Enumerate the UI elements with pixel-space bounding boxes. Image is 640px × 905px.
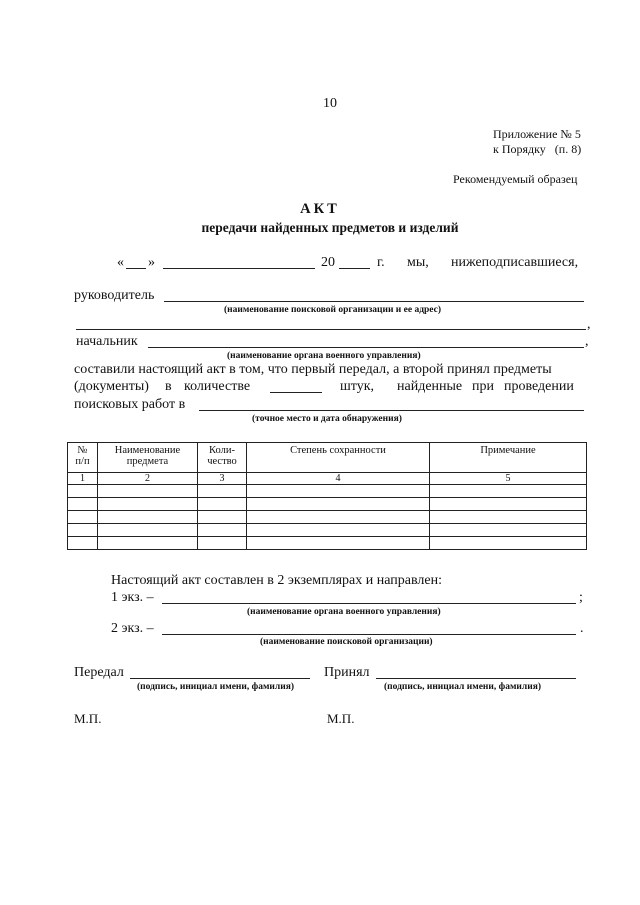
copy-1-end: ; <box>579 590 583 605</box>
chief-caption: (наименование органа военного управления) <box>227 351 421 361</box>
head-caption: (наименование поисковой организации и ее адрес) <box>224 305 442 315</box>
head-label: руководитель <box>74 288 155 303</box>
col-number-1: 1 <box>68 473 98 485</box>
col-number-2: 2 <box>98 473 198 485</box>
day-blank[interactable] <box>126 268 146 269</box>
appendix-order: к Порядку <box>493 142 546 156</box>
accepted-label: Принял <box>324 665 370 680</box>
sample-note: Рекомендуемый образец <box>453 172 578 186</box>
table-row[interactable] <box>68 485 587 498</box>
body-line-2a: (документы) <box>74 379 149 394</box>
year-suffix: г. <box>377 255 385 270</box>
head-comma: , <box>587 317 591 332</box>
accepted-signature-blank[interactable] <box>376 678 576 679</box>
copies-intro: Настоящий акт составлен в 2 экземплярах и направлен: <box>111 573 442 588</box>
col-header-number: № п/п <box>68 443 98 473</box>
col-number-4: 4 <box>247 473 430 485</box>
we-word: мы, <box>407 255 429 270</box>
table-row[interactable] <box>68 524 587 537</box>
copy-2-blank[interactable] <box>162 634 576 635</box>
col-header-condition: Степень сохранности <box>247 443 430 473</box>
appendix-line-1: Приложение № 5 <box>493 127 581 141</box>
table-header-row <box>68 443 587 473</box>
body-line-2g: проведении <box>504 379 574 394</box>
body-line-2b: в <box>165 379 172 394</box>
body-line-1: составили настоящий акт в том, что первый передал, а второй принял предметы <box>74 362 552 377</box>
col-header-name: Наименование предмета <box>98 443 198 473</box>
chief-label: начальник <box>76 334 138 349</box>
table-row[interactable] <box>68 511 587 524</box>
chief-blank[interactable] <box>148 347 584 348</box>
body-line-2e: найденные <box>397 379 463 394</box>
body-line-2c: количестве <box>184 379 251 394</box>
copy-2-label: 2 экз. – <box>111 621 154 636</box>
body-line-2f: при <box>472 379 494 394</box>
table-row[interactable] <box>68 498 587 511</box>
place-date-blank[interactable] <box>199 410 584 411</box>
handed-signature-blank[interactable] <box>130 678 310 679</box>
handed-caption: (подпись, инициал имени, фамилия) <box>137 682 294 692</box>
stamp-left: М.П. <box>74 711 102 726</box>
copy-1-caption: (наименование органа военного управления) <box>247 607 441 617</box>
quote-open: « <box>117 255 124 270</box>
copy-1-label: 1 экз. – <box>111 590 154 605</box>
document-title: АКТ <box>300 201 340 217</box>
stamp-right: М.П. <box>327 711 355 726</box>
accepted-caption: (подпись, инициал имени, фамилия) <box>384 682 541 692</box>
body-line-2d: штук, <box>340 379 375 394</box>
appendix-line-2 <box>493 142 581 157</box>
table-number-row <box>68 473 587 485</box>
year-prefix: 20 <box>321 255 335 270</box>
place-date-caption: (точное место и дата обнаружения) <box>252 414 402 424</box>
copy-2-end: . <box>580 621 584 636</box>
col-header-note: Примечание <box>430 443 587 473</box>
document-subtitle: передачи найденных предметов и изделий <box>201 220 459 235</box>
year-blank[interactable] <box>339 268 370 269</box>
chief-comma: , <box>585 334 589 349</box>
head-address-blank[interactable] <box>76 329 586 330</box>
col-number-5: 5 <box>430 473 587 485</box>
handed-label: Передал <box>74 665 124 680</box>
quote-close: » <box>148 255 155 270</box>
body-line-3: поисковых работ в <box>74 397 186 412</box>
col-number-3: 3 <box>198 473 247 485</box>
page-number: 10 <box>323 96 337 111</box>
items-table <box>67 442 587 550</box>
undersigned-word: нижеподписавшиеся, <box>451 255 579 270</box>
copy-1-blank[interactable] <box>162 603 576 604</box>
appendix-ref: (п. 8) <box>554 142 582 156</box>
month-blank[interactable] <box>163 268 315 269</box>
head-blank[interactable] <box>164 301 584 302</box>
quantity-blank[interactable] <box>270 392 322 393</box>
col-header-quantity: Коли-чество <box>198 443 247 473</box>
table-row[interactable] <box>68 537 587 550</box>
copy-2-caption: (наименование поисковой организации) <box>260 637 433 647</box>
